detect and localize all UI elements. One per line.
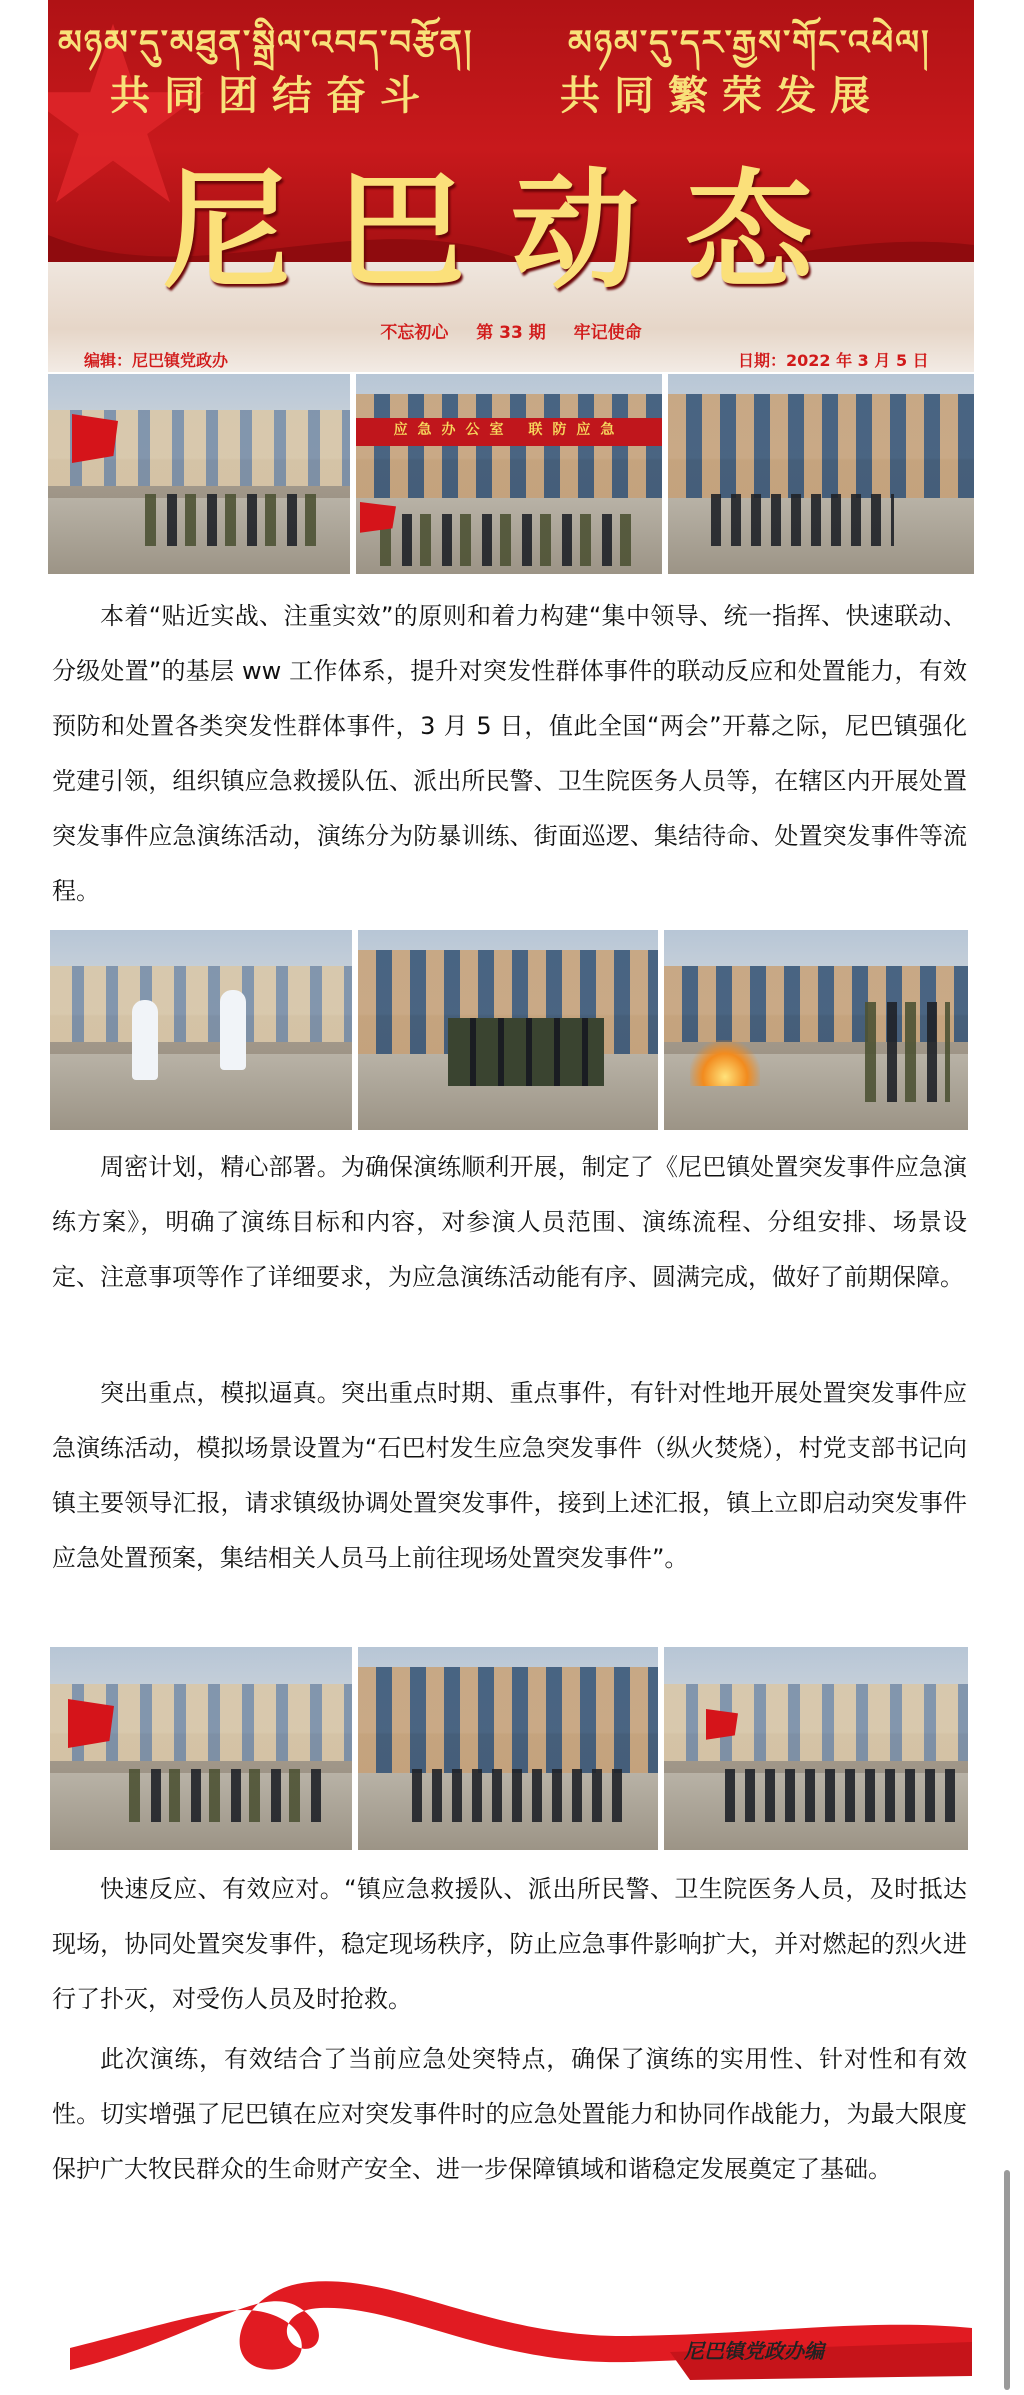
photo-row-3 [50, 1647, 968, 1850]
photo-row-1 [48, 374, 974, 574]
paragraph-intro: 本着“贴近实战、注重实效”的原则和着力构建“集中领导、统一指挥、快速联动、分级处置”的基层 ww 工作体系，提升对突发性群体事件的联动反应和处置能力，有效预防和处置各类突发性群体事件，3 月 5 日，值此全国“两会”开幕之际，尼巴镇强化党建引领，组织镇应急救援队伍、派出所民警、卫生院医务人员等，在辖区内开展处置突发事件应急演练活动，演练分为防暴训练、街面巡逻、集结待命、处置突发事件等流程。 [52, 602, 967, 905]
photo-formation-ground [358, 1647, 658, 1850]
newsletter-title: 尼巴动态 [162, 157, 859, 306]
slogan-right: 共同繁荣发展 [560, 73, 884, 119]
photo-riot-shield-drill [358, 930, 658, 1130]
medic-figure [132, 1000, 158, 1080]
ribbon-icon [70, 2258, 972, 2388]
fire-icon [690, 1040, 760, 1086]
tibetan-slogan-left: མཉམ་དུ་མཐུན་སྒྲིལ་འབད་བརྩོན། [58, 23, 474, 63]
photo-medical-rescue [50, 930, 352, 1130]
office-sign: 应急办公室 联防应急 [356, 418, 662, 446]
photo-march-with-flag [48, 374, 350, 574]
vertical-scrollbar[interactable] [1004, 2170, 1010, 2390]
riot-shields [448, 1018, 604, 1086]
paragraph-response: 快速反应、有效应对。“镇应急救援队、派出所民警、卫生院医务人员，及时抵达现场，协同处置突发事件，稳定现场秩序，防止应急事件影响扩大，并对燃起的烈火进行了扑灭，对受伤人员及时抢救。 [52, 1875, 967, 2013]
paragraph-simulation: 突出重点，模拟逼真。突出重点时期、重点事件，有针对性地开展处置突发事件应急演练活动，模拟场景设置为“石巴村发生应急突发事件（纵火焚烧），村党支部书记向镇主要领导汇报，请求镇级协调处置突发事件，接到上述汇报，镇上立即启动突发事件应急处置预案，集结相关人员马上前往现场处置突发事件”。 [52, 1379, 967, 1572]
issue-date: 日期：2022 年 3 月 5 日 [738, 351, 929, 370]
issue-number: 第 33 期 [476, 323, 546, 343]
editor-credit: 编辑：尼巴镇党政办 [84, 351, 229, 370]
slogan-left: 共同团结奋斗 [110, 73, 434, 119]
paragraph-planning: 周密计划，精心部署。为确保演练顺利开展，制定了《尼巴镇处置突发事件应急演练方案》，明确了演练目标和内容，对参演人员范围、演练流程、分组安排、场景设定、注意事项等作了详细要求，为应急演练活动能有序、圆满完成，做好了前期保障。 [52, 1153, 967, 1291]
photo-office-assembly [356, 374, 662, 574]
photo-fire-suppression [664, 930, 968, 1130]
medic-figure [220, 990, 246, 1070]
motto-right: 牢记使命 [573, 323, 642, 343]
photo-drill-square [668, 374, 974, 574]
issue-line [48, 318, 974, 343]
footer-ribbon [70, 2258, 972, 2388]
tibetan-slogan-right: མཉམ་དུ་དར་རྒྱས་གོང་འཕེལ། [568, 23, 931, 63]
paragraph-conclusion: 此次演练，有效结合了当前应急处突特点，确保了演练的实用性、针对性和有效性。切实增强了尼巴镇在应对突发事件时的应急处置能力和协同作战能力，为最大限度保护广大牧民群众的生命财产安全、进一步保障镇域和谐稳定发展奠定了基础。 [52, 2045, 967, 2183]
photo-leaders-lineup [50, 1647, 352, 1850]
motto-left: 不忘初心 [380, 323, 449, 343]
footer-signature: 尼巴镇党政办编 [684, 2339, 824, 2363]
newsletter-banner [48, 0, 974, 372]
photo-row-2 [50, 930, 968, 1130]
photo-column-with-flag [664, 1647, 968, 1850]
